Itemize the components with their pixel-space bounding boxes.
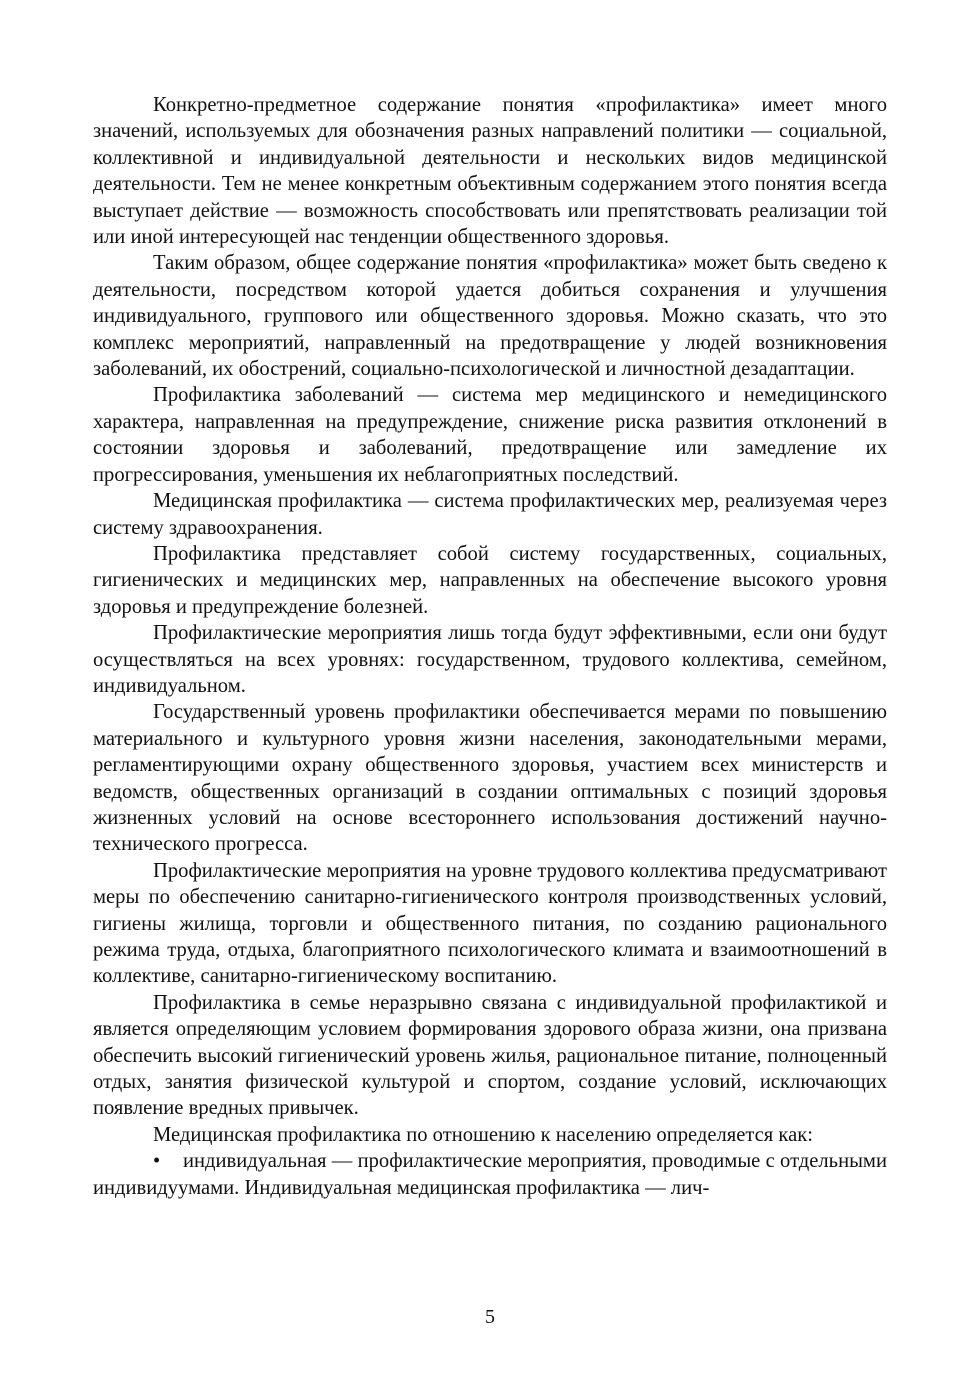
bullet-list-item: [93, 1148, 887, 1201]
paragraph-5: Профилактика представляет собой систему государственных, социальных, гигиенических и медицинских мер, направленных на обеспечение высокого уровня здоровья и предупреждение болезней.: [93, 542, 887, 618]
paragraph-4: Медицинская профилактика — система профилактических мер, реализуемая через систему здравоохранения.: [93, 490, 887, 539]
paragraph-2: Таким образом, общее содержание понятия «профилактика» может быть сведено к деятельности, посредством которой удается добиться сохранения и улучшения индивидуального, группового или общественного здоровья. Можно сказать, что это комплекс мероприятий, направленный на предотвращение у людей возникновения заболеваний, их обострений, социально-психологической и личностной дезадаптации.: [93, 252, 887, 381]
paragraph-7: Государственный уровень профилактики обеспечивается мерами по повышению материального и культурного уровня жизни населения, законодательными мерами, регламентирующими охрану общественного здоровья, участием всех министерств и ведомств, общественных организаций в создании оптимальных с позиций здоровья жизненных условий на основе всестороннего использования достижений научно-технического прогресса.: [93, 701, 887, 856]
page-number: 5: [485, 1306, 495, 1328]
paragraph-6: Профилактические мероприятия лишь тогда будут эффективными, если они будут осуществляться на всех уровнях: государственном, трудового коллектива, семейном, индивидуальном.: [93, 622, 887, 697]
paragraph-3: Профилактика заболеваний — система мер медицинского и немедицинского характера, направленная на предупреждение, снижение риска развития отклонений в состоянии здоровья и заболеваний, предотвращение или замедление их прогрессирования, уменьшения их неблагоприятных последствий.: [93, 384, 887, 486]
document-body: [93, 92, 887, 1201]
bullet-text: индивидуальная — профилактические мероприятия, проводимые с отдельными индивидуумами. Индивидуальная медицинская профилактика — лич-: [93, 1150, 887, 1199]
paragraph-8: Профилактические мероприятия на уровне трудового коллектива предусматривают меры по обеспечению санитарно-гигиенического контроля производственных условий, гигиены жилища, торговли и общественного питания, по созданию рационального режима труда, отдыха, благоприятного психологического климата и взаимоотношений в коллективе, санитарно-гигиеническому воспитанию.: [93, 859, 887, 988]
bullet-icon: •: [153, 1150, 161, 1173]
paragraph-1: Конкретно-предметное содержание понятия «профилактика» имеет много значений, используемых для обозначения разных направлений политики — социальной, коллективной и индивидуальной деятельности и нескольких видов медицинской деятельности. Тем не менее конкретным объективным содержанием этого понятия всегда выступает действие — возможность способствовать или препятствовать реализации той или иной интересующей нас тенденции общественного здоровья.: [93, 94, 887, 249]
paragraph-9: Профилактика в семье неразрывно связана с индивидуальной профилактикой и является определяющим условием формирования здорового образа жизни, она призвана обеспечить высокий гигиенический уровень жилья, рациональное питание, полноценный отдых, занятия физической культурой и спортом, создание условий, исключающих появление вредных привычек.: [93, 991, 887, 1120]
paragraph-10: Медицинская профилактика по отношению к населению определяется как:: [153, 1123, 813, 1146]
